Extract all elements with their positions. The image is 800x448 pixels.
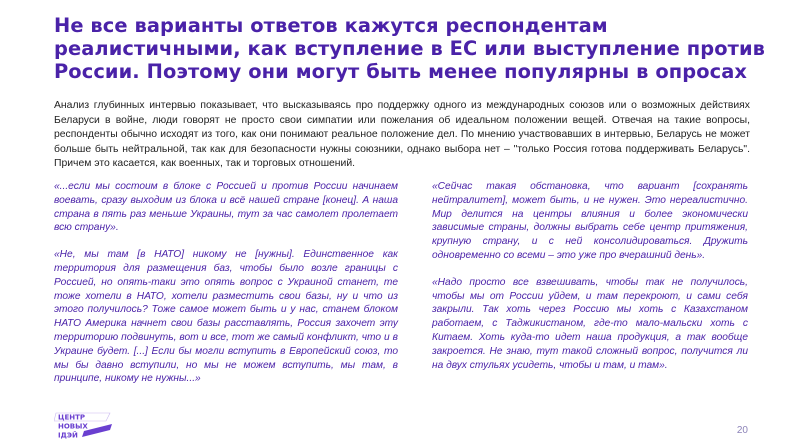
page-number: 20 bbox=[736, 425, 748, 436]
logo-icon bbox=[54, 411, 114, 441]
logo-line-1: ЦЕНТР bbox=[58, 413, 86, 422]
new-ideas-center-logo bbox=[54, 411, 114, 441]
left-quotes-column bbox=[54, 180, 398, 399]
logo-line-3: ІДЭЙ bbox=[58, 431, 78, 440]
quote: «...если мы состоим в блоке с Россией и против России начинаем воевать, сразу выходим из блока и всё нашей стране [конец]. А наша страна в пять раз меньше Украины, тут за час самолет пролетает всю страну». bbox=[54, 181, 398, 234]
quote: «Сейчас такая обстановка, что вариант [сохранять нейтралитет], может быть, и не нужен. Это нереалистично. Мир делится на центры влияния и более экономически зависимые страны, должны выбрать себе центр притяжения, крупную страну, и с ней консолидироваться. Дружить одновременно со всеми – это уже про вчерашний день». bbox=[432, 181, 748, 261]
slide-title: Не все варианты ответов кажутся респондентам реалистичными, как вступление в ЕС или выступление против России. Поэтому они могут быть менее популярны в опросах bbox=[54, 14, 766, 83]
intro-paragraph: Анализ глубинных интервью показывает, что высказываясь про поддержку одного из международных союзов или о возможных действиях Беларуси в войне, люди говорят не просто свои симпатии или пожелания об идеальном положении вещей. Отвечая на такие вопросы, респонденты обычно исходят из того, как они понимают реальное положение дел. По мнению участвовавших в интервью, Беларусь не может больше быть нейтральной, так как для безопасности нужны союзники, однако выбора нет – "только Россия готова поддерживать Беларусь". Причем это касается, как военных, так и торговых отношений. bbox=[54, 100, 750, 169]
right-quotes-column bbox=[432, 180, 748, 385]
quote: «Надо просто все взвешивать, чтобы так не получилось, чтобы мы от России уйдем, и там перекроют, и сами себя закрыли. Так хоть через Россию мы хоть с Казахстаном работаем, с Таджикистаном, где-то мало-мальски хоть с Китаем. Хоть куда-то идет наша продукция, а так вообще закроется. Не знаю, тут такой сложный вопрос, получится ли на двух стульях усидеть, чтобы и там, и там». bbox=[432, 276, 748, 371]
quote: «Не, мы там [в НАТО] никому не [нужны]. Единственное как территория для размещения баз, чтобы было возле границы с Россией, но опять-таки это опять вопрос с Украиной станет, те тоже хотели в НАТО, хотели разместить свои базы, ну и что из этого получилось? Тоже самое может быть и у нас, станем блоком НАТО Америка начнет свои базы расставлять, Россия захочет эту территорию подвинуть, вот и все, тот же самый конфликт, что и в Украине будет. [...] Если бы могли вступить в Европейский союз, то мы бы давно вступили, но мы не можем вступить, мы там, в принципе, никому не нужны...» bbox=[54, 249, 398, 385]
logo-line-2: НОВЫХ bbox=[58, 422, 88, 431]
